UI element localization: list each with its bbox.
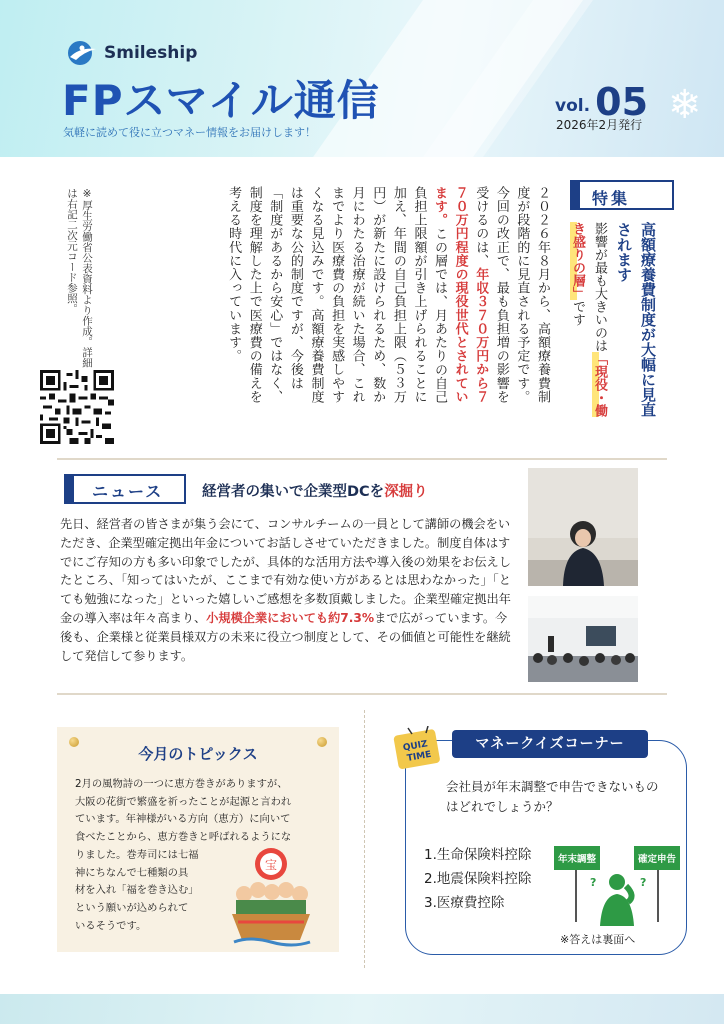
topics-line: ています。年神様がいる方向（恵方）に向いて [75, 813, 291, 826]
topics-title: 今月のトピックス [138, 745, 258, 763]
topics-line: 大阪の花街で繁盛を祈ったことが起源と言われ [75, 795, 292, 808]
topics-line: いるそうです。 [75, 919, 147, 932]
quiz-option: 1.生命保険料控除 [424, 847, 532, 863]
feature-label: 特集 [592, 189, 631, 208]
svg-text:宝: 宝 [264, 858, 278, 872]
svg-text:TIME: TIME [406, 749, 433, 764]
topics-line: 2月の風物詩の一つに恵方巻きがありますが、 [75, 778, 288, 790]
footer-band [0, 994, 724, 1024]
quiz-option: 3.医療費控除 [424, 895, 505, 911]
section-divider [57, 693, 667, 695]
feature-headline: 高額療養費制度が大幅に見直されます [615, 222, 657, 417]
seven-lucky-gods-boat-illustration [230, 842, 312, 947]
quiz-answer-note: ※答えは裏面へ [560, 933, 636, 946]
svg-text:?: ? [590, 876, 597, 889]
news-title [202, 480, 428, 501]
news-body-text: 先日、経営者の皆さまが集う会にて、コンサルチームの一員として講師の機会をいただき、企業型確定拠出年金についてお話しさせていただきました。制度自体はすでにご存知の方も多い印象でしたが、具体的な活用方法や導入後の効果をお伝えしたところ、「知ってはいたが、ここまで有効な使い方があるとは思わなかった」「とても勉強になった」といった嬉しいご感想を多数頂戴しました。企業型確定拠出年金の導入率は年々高まり、 [60, 517, 511, 625]
svg-text:QUIZ: QUIZ [402, 739, 429, 754]
topics-line: という願いが込められて [75, 901, 189, 914]
news-body [60, 515, 514, 665]
svg-text:?: ? [640, 876, 647, 889]
snowflake-icon: ❄ [668, 82, 702, 128]
column-divider [364, 710, 365, 968]
topics-line: 食べたことから、恵方巻きと呼ばれるようにな [75, 831, 292, 844]
thinking-person-illustration [550, 840, 684, 930]
sign-nenmatsu-label: 年末調整 [557, 854, 597, 865]
news-body-emphasis: 小規模企業においても約7.3% [206, 610, 375, 625]
smileship-logo-icon [66, 40, 98, 66]
feature-body-emphasis: 年収３７０万円から７７０万円程度の現役世代とされています。 [432, 186, 489, 404]
quiz-option: 2.地震保険料控除 [424, 871, 532, 887]
quiz-time-badge-icon [390, 726, 446, 774]
topics-line: 神にちなんで七種類の具 [75, 866, 189, 879]
feature-sub-highlight: 「現役・働き盛りの層」 [570, 222, 607, 417]
news-label-box [64, 474, 186, 504]
feature-body-text: この層では、月あたりの自己負担上限額が引き上げられることに加え、年間の自己負担上限（５３万円）が新たに設けられるため、数か月にわたる治療が続いた場合、これまでより医療費の負担を実感しやすくなる見込みです。高額療養費制度は重要な公的制度ですが、今後は「制度があるから安心」ではなく、制度を理解した上で医療費の備えを考える時代に入っています。 [226, 186, 448, 404]
section-divider [57, 458, 667, 460]
qr-code-icon[interactable] [40, 370, 114, 444]
issue-date: 2026年2月発行 [556, 118, 643, 132]
newsletter-subtitle: 気軽に読めて役に立つマネー情報をお届けします！ [63, 126, 316, 139]
newsletter-title: FPスマイル通信 [62, 76, 380, 125]
news-title-text: 経営者の集いで企業型DCを [202, 484, 385, 500]
feature-body-text: ２０２６年８月から、高額療養費制度が段階的に見直される予定です。今回の改正で、最も負担増の影響を受けるのは、 [473, 186, 550, 404]
feature-sub-end: です [570, 300, 585, 326]
feature-source-note: ※厚生労働省公表資料より作成。詳細は右記二次元コード参照。 [66, 188, 93, 368]
quiz-title: マネークイズコーナー [452, 730, 648, 758]
quiz-question: 会社員が年末調整で申告できないものはどれでしょうか？ [446, 779, 659, 814]
feature-subheadline [566, 222, 610, 422]
feature-body [132, 186, 552, 416]
brand-name: Smileship [104, 43, 198, 63]
news-title-emphasis: 深掘り [384, 484, 428, 500]
vol-label: vol. [555, 96, 591, 116]
topics-line: 材を入れ「福を巻き込む」 [75, 884, 199, 897]
topics-line: りました。巻寿司には七福 [75, 848, 199, 861]
feature-sub-text: 影響が最も大きいのは [592, 222, 607, 352]
news-label: ニュース [92, 482, 164, 501]
seminar-room-photo [528, 596, 638, 682]
news-body-text: まで広がっています。今後も、企業様と従業員様双方の未来に役立つ制度として、その価値と可能性を継続して発信して参ります。 [60, 610, 511, 663]
feature-label-box [570, 180, 674, 210]
speaker-photo [528, 468, 638, 586]
vol-value: 05 [595, 80, 649, 124]
sign-kakutei-label: 確定申告 [637, 854, 677, 865]
